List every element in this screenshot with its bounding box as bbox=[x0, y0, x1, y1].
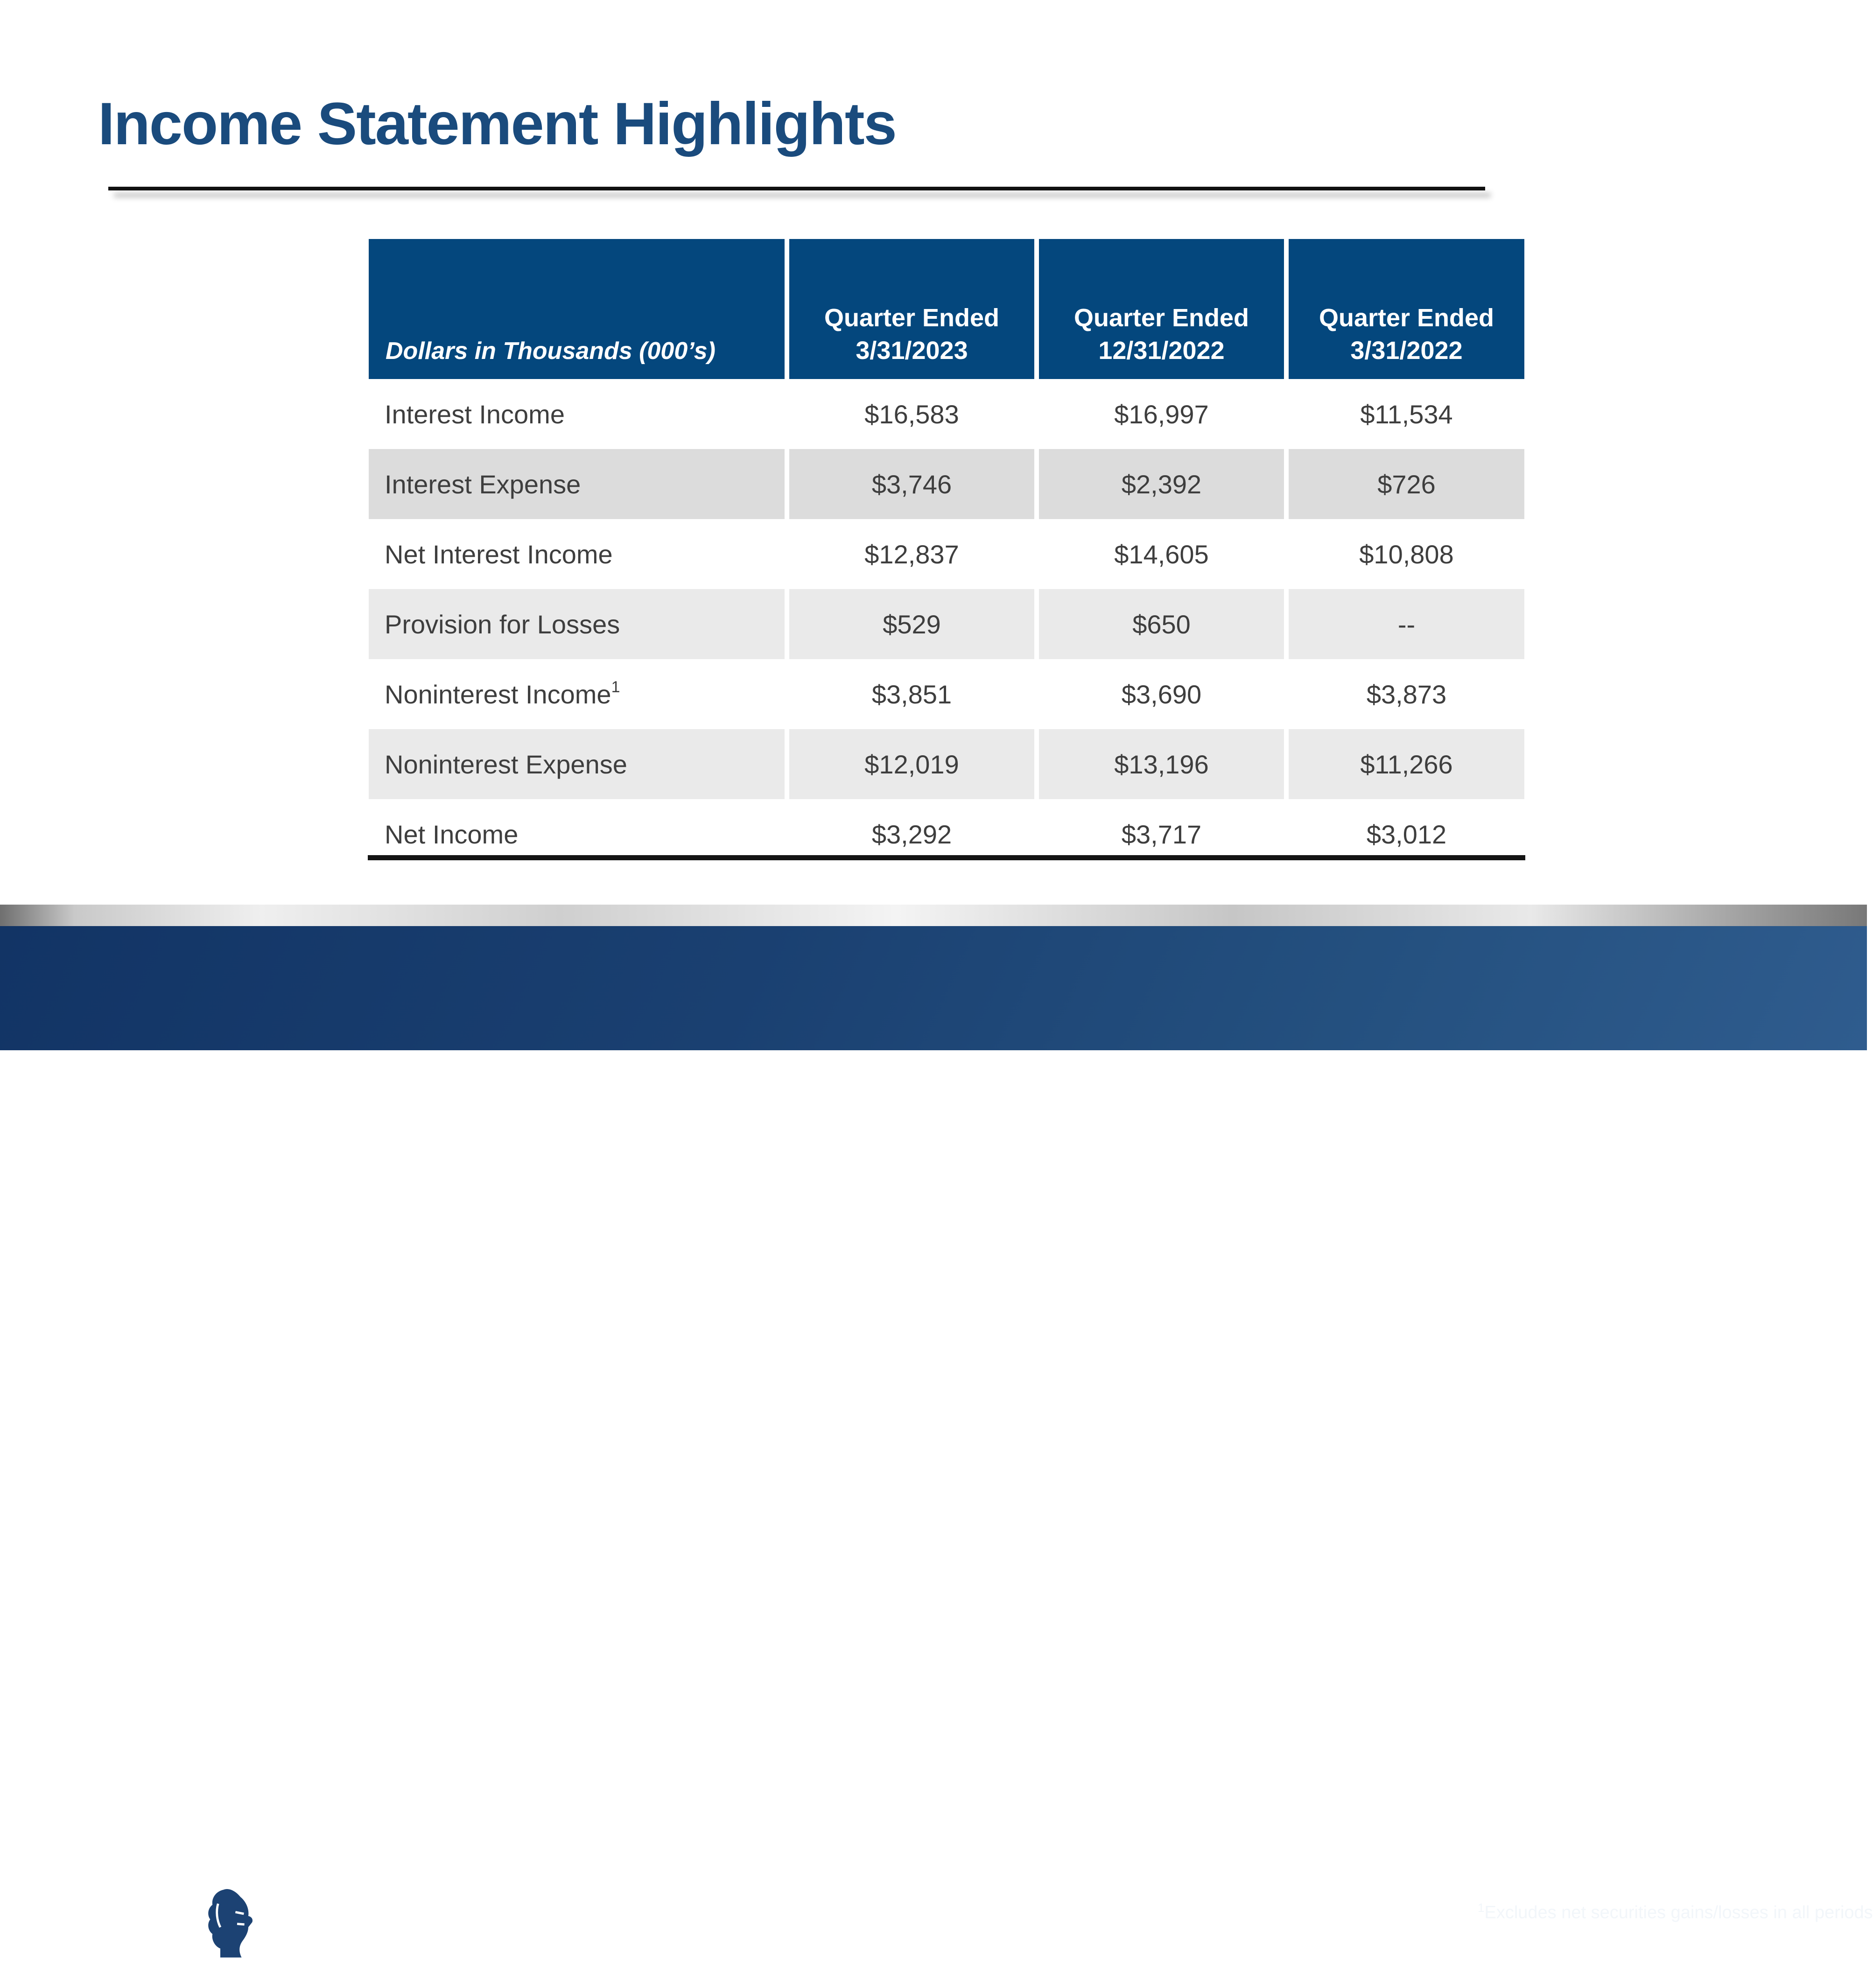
row-value: $11,534 bbox=[1284, 379, 1524, 449]
page-number: 18 bbox=[921, 1910, 951, 1939]
row-label: Net Interest Income bbox=[369, 519, 785, 589]
row-value: $10,808 bbox=[1284, 519, 1524, 589]
row-label: Interest Income bbox=[369, 379, 785, 449]
header-q1-line1: Quarter Ended bbox=[824, 304, 1000, 332]
row-value: $3,873 bbox=[1284, 659, 1524, 729]
table-bottom-rule bbox=[368, 855, 1525, 860]
row-label: Interest Expense bbox=[369, 449, 785, 519]
row-value: $14,605 bbox=[1034, 519, 1284, 589]
table-row-interest-expense bbox=[369, 449, 1524, 519]
franklin-subname: Services Corporation bbox=[278, 1931, 469, 1960]
row-label-superscript: 1 bbox=[611, 678, 620, 696]
table-row-noninterest-income bbox=[369, 659, 1524, 729]
header-q2-line2: 12/31/2022 bbox=[1098, 337, 1225, 365]
franklin-name: Franklin Financial bbox=[278, 1893, 464, 1930]
income-table bbox=[369, 239, 1524, 869]
row-value: $12,837 bbox=[785, 519, 1034, 589]
franklin-financial-logo bbox=[201, 1883, 522, 1962]
franklin-profile-icon bbox=[203, 1886, 260, 1959]
row-label: Noninterest Income$^1$ bbox=[369, 659, 785, 729]
row-value: $529 bbox=[785, 589, 1034, 659]
header-cell-q1-2023 bbox=[785, 239, 1034, 379]
row-value: $11,266 bbox=[1284, 729, 1524, 799]
footer-bar bbox=[0, 926, 1873, 1988]
row-value: $3,717 bbox=[1034, 799, 1284, 869]
row-value: $3,851 bbox=[785, 659, 1034, 729]
footnote-text: Excludes net securities gains/losses in all periods bbox=[1484, 1903, 1873, 1923]
fm-wordmark bbox=[43, 1866, 174, 1950]
fm-trust-logo bbox=[43, 1866, 210, 1988]
fm-letter-m: M bbox=[110, 1866, 155, 1945]
row-value: $2,392 bbox=[1034, 449, 1284, 519]
header-q3-line2: 3/31/2022 bbox=[1350, 337, 1463, 365]
row-label: Noninterest Expense bbox=[369, 729, 785, 799]
row-value: $726 bbox=[1284, 449, 1524, 519]
row-value: $3,746 bbox=[785, 449, 1034, 519]
fm-letter-f: F bbox=[43, 1866, 77, 1945]
title-rule bbox=[108, 187, 1485, 190]
header-cell-dollars: Dollars in Thousands (000’s) bbox=[369, 239, 785, 379]
header-q2-line1: Quarter Ended bbox=[1073, 304, 1249, 332]
row-value: $13,196 bbox=[1034, 729, 1284, 799]
header-cell-q4-2022 bbox=[1034, 239, 1284, 379]
header-q1-line2: 3/31/2023 bbox=[856, 337, 968, 365]
row-value: $16,583 bbox=[785, 379, 1034, 449]
header-q3-line1: Quarter Ended bbox=[1319, 304, 1494, 332]
row-label: Net Income bbox=[369, 799, 785, 869]
row-value: $16,997 bbox=[1034, 379, 1284, 449]
row-value: $3,292 bbox=[785, 799, 1034, 869]
table-row-interest-income bbox=[369, 379, 1524, 449]
row-value: $12,019 bbox=[785, 729, 1034, 799]
row-value: -- bbox=[1284, 589, 1524, 659]
table-row-net-interest-income bbox=[369, 519, 1524, 589]
header-cell-q1-2022 bbox=[1284, 239, 1524, 379]
fm-ampersand-icon bbox=[74, 1879, 112, 1950]
row-value: $3,012 bbox=[1284, 799, 1524, 869]
row-value: $3,690 bbox=[1034, 659, 1284, 729]
table-row-provision-for-losses bbox=[369, 589, 1524, 659]
table-row-noninterest-expense bbox=[369, 729, 1524, 799]
fm-trust-text: TRUST bbox=[69, 1948, 185, 1988]
row-label: Provision for Losses bbox=[369, 589, 785, 659]
row-value: $650 bbox=[1034, 589, 1284, 659]
franklin-profile-box bbox=[201, 1883, 262, 1961]
table-header-row bbox=[369, 239, 1524, 379]
page-title: Income Statement Highlights bbox=[98, 91, 896, 157]
footnote-superscript: 1 bbox=[1478, 1901, 1485, 1915]
footnote bbox=[1478, 1901, 1873, 1923]
franklin-text bbox=[278, 1893, 469, 1962]
metal-accent-strip bbox=[0, 905, 1867, 926]
income-statement-table bbox=[369, 239, 1524, 869]
